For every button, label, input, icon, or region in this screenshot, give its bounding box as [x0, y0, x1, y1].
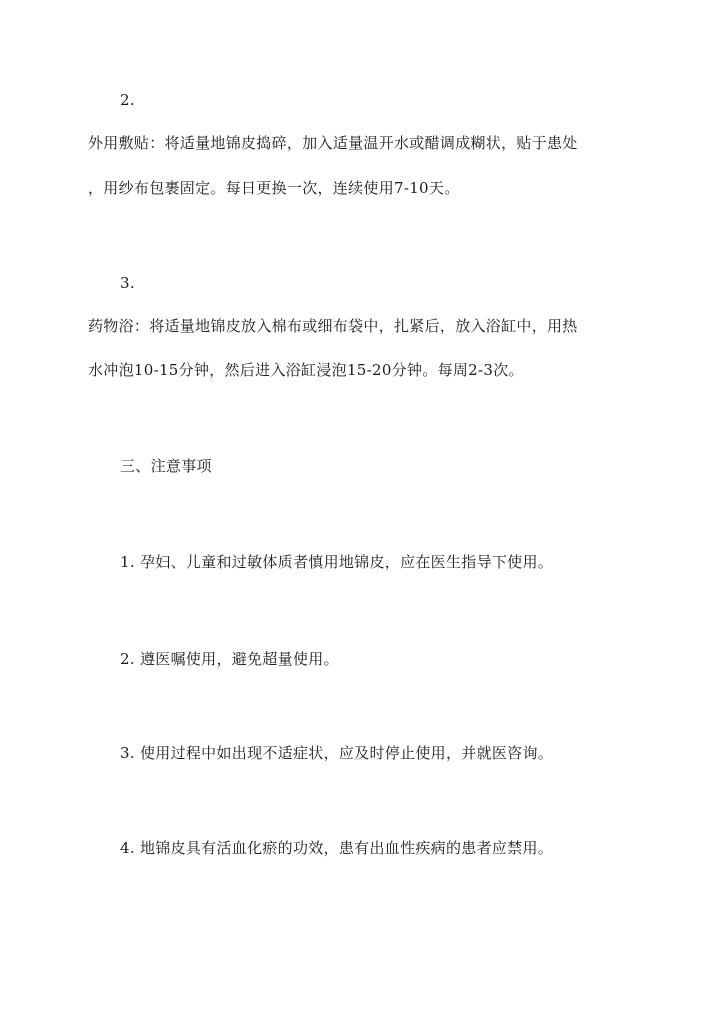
paragraph-line: 水冲泡10-15分钟，然后进入浴缸浸泡15-20分钟。每周2-3次。	[88, 361, 524, 379]
note-item: 1. 孕妇、儿童和过敏体质者慎用地锦皮，应在医生指导下使用。	[120, 553, 554, 571]
paragraph-line: ，用纱布包裹固定。每日更换一次，连续使用7-10天。	[88, 179, 460, 197]
paragraph-line: 药物浴：将适量地锦皮放入棉布或细布袋中，扎紧后，放入浴缸中，用热	[88, 317, 578, 335]
section-number: 2.	[120, 91, 135, 109]
section-number: 3.	[120, 274, 135, 292]
note-item: 4. 地锦皮具有活血化瘀的功效，患有出血性疾病的患者应禁用。	[120, 839, 554, 857]
paragraph-line: 外用敷贴：将适量地锦皮捣碎，加入适量温开水或醋调成糊状，贴于患处	[88, 134, 578, 152]
section-heading: 三、注意事项	[120, 457, 212, 475]
note-item: 3. 使用过程中如出现不适症状，应及时停止使用，并就医咨询。	[120, 744, 554, 762]
note-item: 2. 遵医嘱使用，避免超量使用。	[120, 650, 339, 668]
